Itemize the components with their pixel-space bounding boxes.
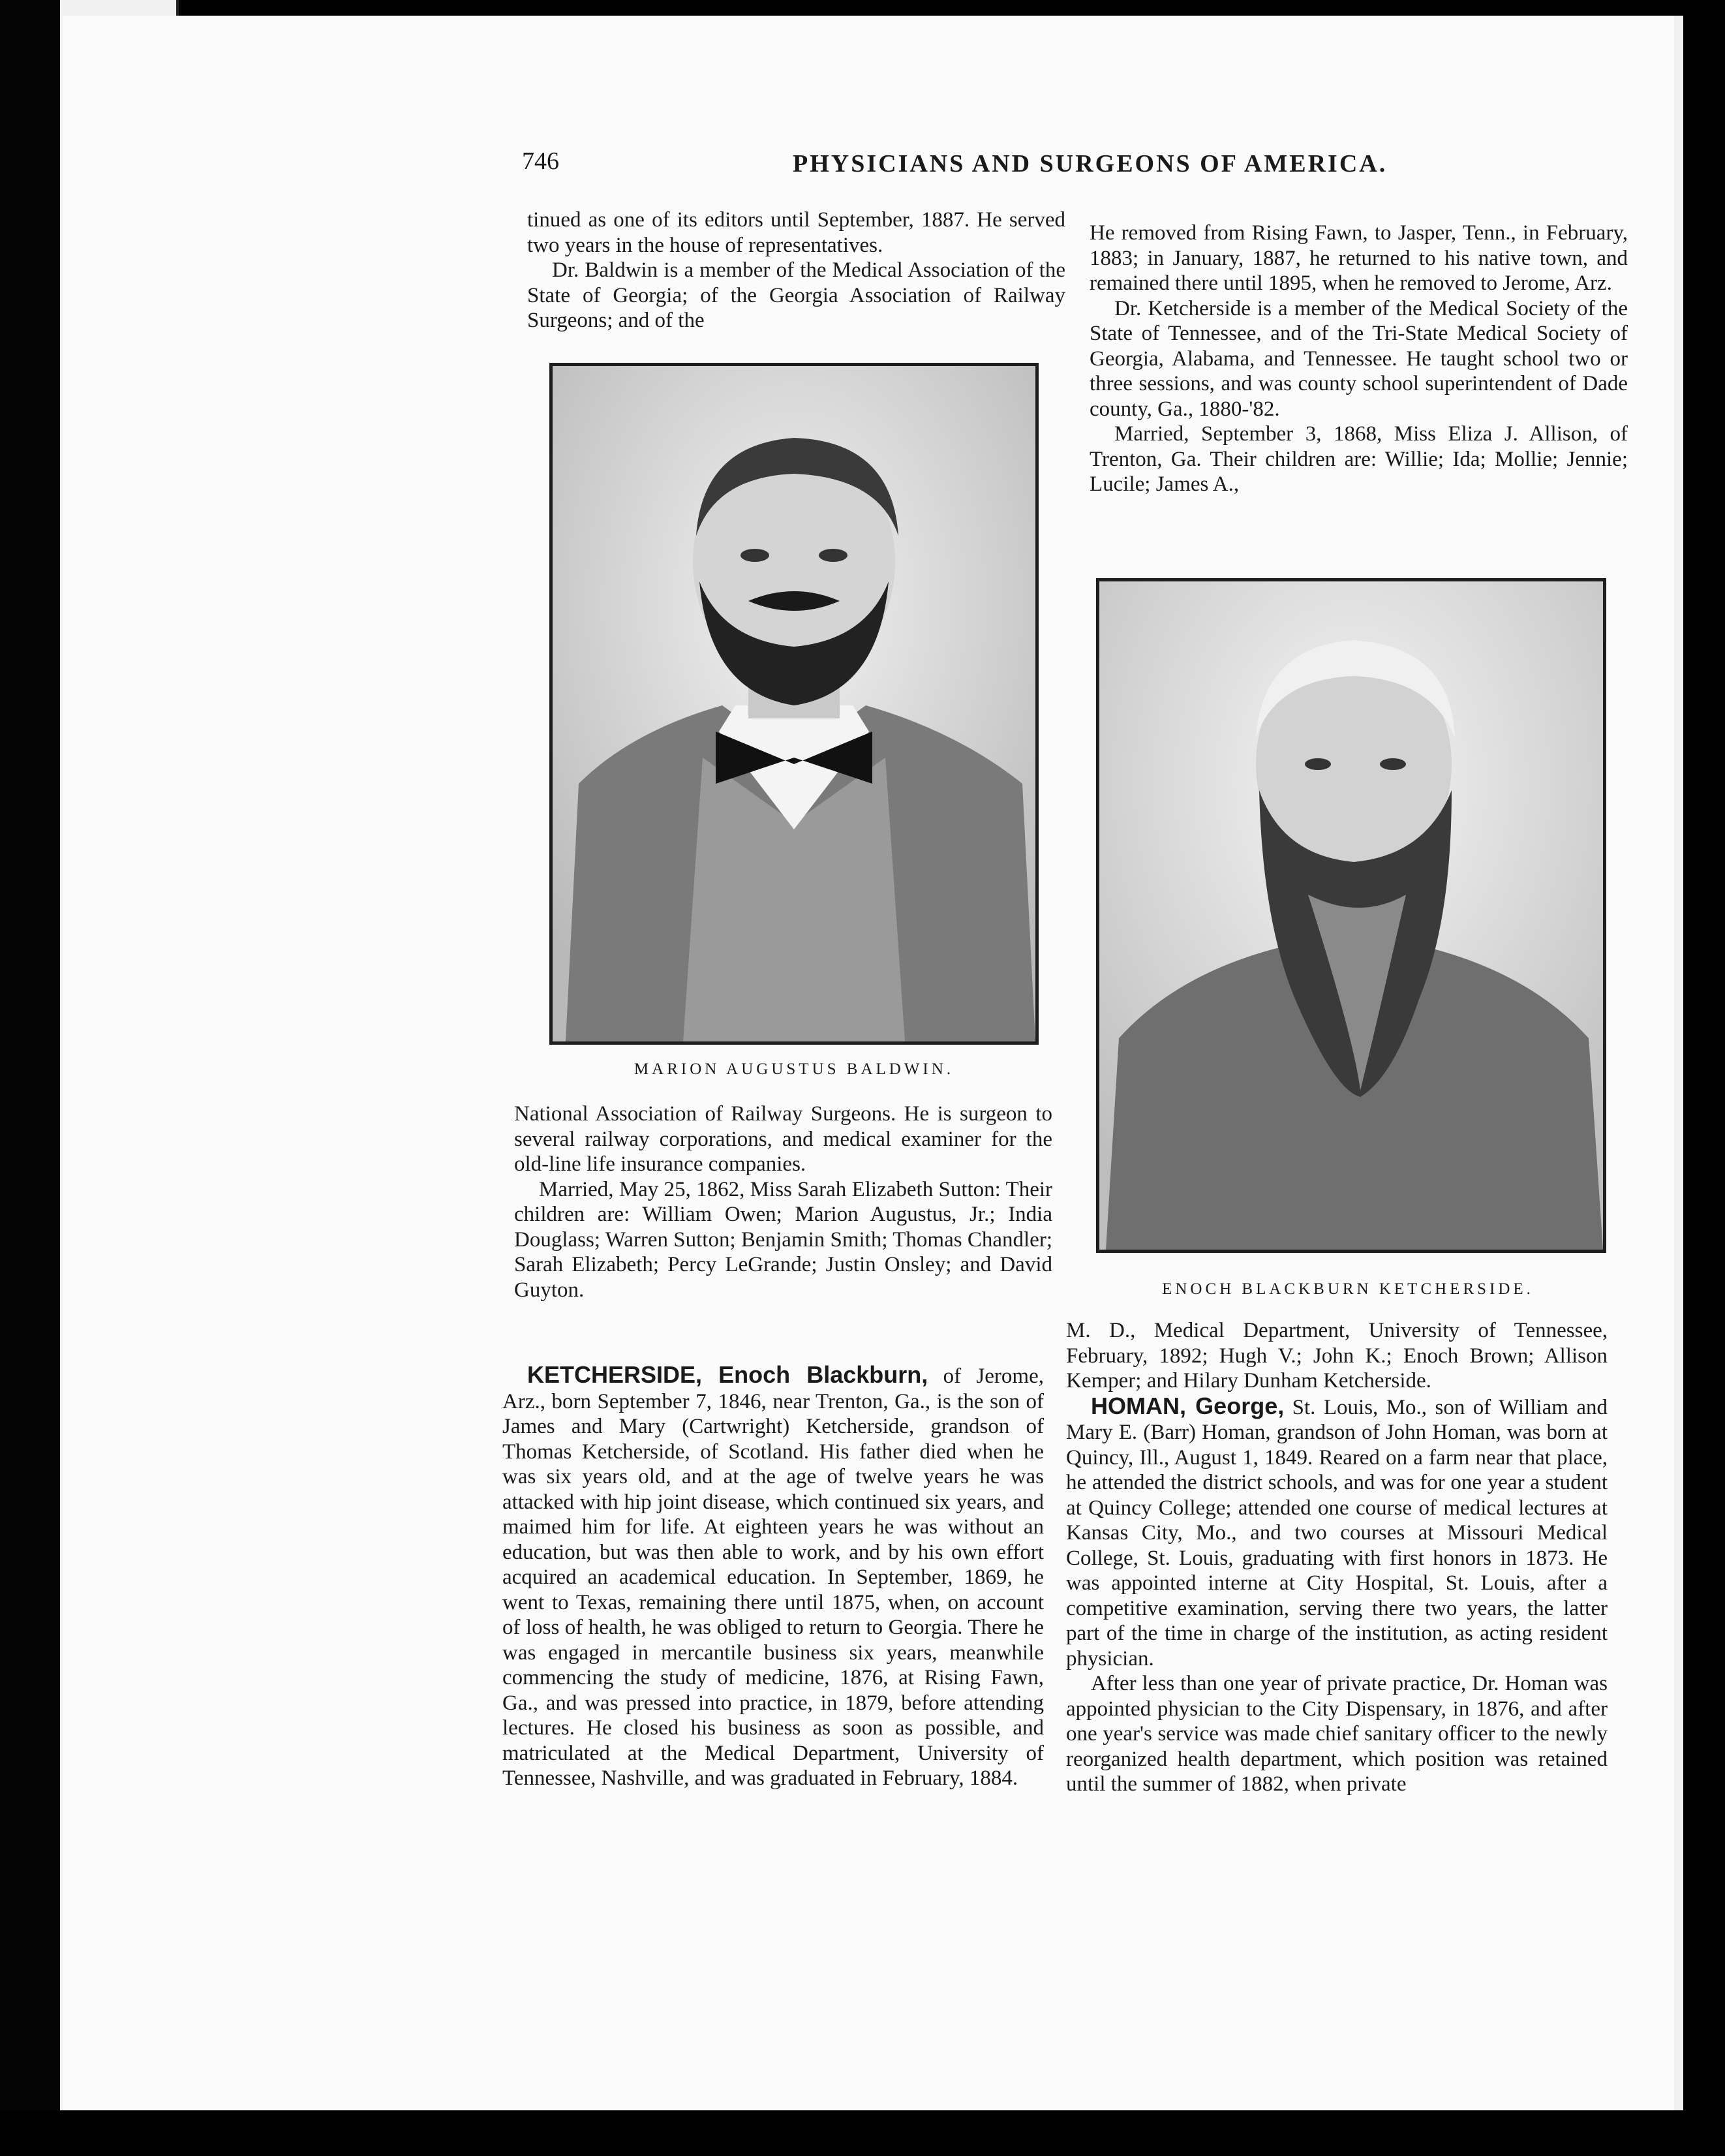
paragraph [502, 1363, 1044, 1791]
page-number: 746 [522, 147, 559, 175]
left-column-top-text [527, 208, 1065, 333]
paragraph: After less than one year of private practice, Dr. Homan was appointed physician to the City Dispensary, in 1876, and after one year's service was made chief sanitary officer to the newly reorganized health department, which position was retained until the summer of 1882, when private [1066, 1672, 1608, 1796]
entry-text-homan: St. Louis, Mo., son of William and Mary E. (Barr) Homan, grandson of John Homan, was born at Quincy, Ill., August 1, 1849. Reared on a farm near that place, he attended the district schools, and was for one year a student at Quincy College; attended one course of medical lectures at Kansas City, Mo., and two courses at Missouri Medical College, St. Louis, graduating with first honors in 1873. He was appointed interne at City Hospital, St. Louis, after a competitive examination, serving there two years, the latter part of the time in charge of the institution, as acting resident physician. [1066, 1395, 1608, 1671]
portrait-ketcherside-image [1099, 581, 1603, 1250]
paragraph: Married, September 3, 1868, Miss Eliza J. Allison, of Trenton, Ga. Their children are: Willie; Ida; Mollie; Jennie; Lucile; James A., [1090, 422, 1628, 496]
entry-name-homan: HOMAN, George, [1091, 1392, 1285, 1419]
paragraph: Dr. Baldwin is a member of the Medical Association of the State of Georgia; of the Georgia Association of Railway Surgeons; and of the [527, 258, 1065, 332]
entry-text-ketcherside: of Jerome, Arz., born September 7, 1846, near Trenton, Ga., is the son of James and Mary (Cartwright) Ketcherside, grandson of Thomas Ketcherside, of Scotland. His father died when he was six years old, and at the age of twelve years he was attacked with hip joint disease, which continued six years, and maimed him for life. At eighteen years he was without an education, but was then able to work, and by his own effort acquired an academical education. In September, 1869, he went to Texas, remaining there until 1875, when, on account of loss of health, he was obliged to return to Georgia. There he was engaged in mercantile business six years, meanwhile commencing the study of medicine, 1876, at Rising Fawn, Ga., and was pressed into practice, in 1879, before attending lectures. He closed his business as soon as possible, and matriculated at the Medical Department, University of Tennessee, Nashville, and was graduated in February, 1884. [502, 1364, 1044, 1790]
paragraph: Dr. Ketcherside is a member of the Medical Society of the State of Tennessee, and of the Tri-State Medical Society of Georgia, Alabama, and Tennessee. He taught school two or three sessions, and was county school superintendent of Dade county, Ga., 1880-'82. [1090, 296, 1628, 421]
portrait-baldwin [549, 363, 1039, 1045]
running-head: PHYSICIANS AND SURGEONS OF AMERICA. [793, 150, 1388, 177]
scan-bottom-edge [0, 2110, 1725, 2156]
paragraph: Married, May 25, 1862, Miss Sarah Elizabeth Sutton: Their children are: William Owen; Marion Augustus, Jr.; India Douglass; Warren Sutton; Benjamin Smith; Thomas Chandler; Sarah Elizabeth; Percy LeGrande; Justin Onsley; and David Guyton. [514, 1177, 1052, 1302]
portrait-baldwin-image [553, 366, 1035, 1041]
caption-baldwin: MARION AUGUSTUS BALDWIN. [634, 1060, 954, 1078]
right-column-bottom-text [1066, 1318, 1608, 1797]
page-header [522, 147, 1390, 186]
scan-left-edge [0, 0, 60, 2156]
portrait-ketcherside [1096, 578, 1606, 1253]
paragraph: National Association of Railway Surgeons. He is surgeon to several railway corporations, and medical examiner for the old-line life insurance companies. [514, 1102, 1052, 1176]
scan-right-edge [1683, 0, 1725, 2156]
right-column-top-text [1090, 221, 1628, 497]
entry-name-ketcherside: KETCHERSIDE, Enoch Blackburn, [527, 1361, 928, 1388]
paragraph: M. D., Medical Department, University of Tennessee, February, 1892; Hugh V.; John K.; Enoch Brown; Allison Kemper; and Hilary Dunham Ketcherside. [1066, 1319, 1608, 1393]
ketcherside-entry [502, 1363, 1044, 1791]
caption-ketcherside: ENOCH BLACKBURN KETCHERSIDE. [1162, 1280, 1534, 1298]
paragraph: tinued as one of its editors until September, 1887. He served two years in the house of representatives. [527, 208, 1065, 257]
paragraph: He removed from Rising Fawn, to Jasper, Tenn., in February, 1883; in January, 1887, he returned to his native town, and remained there until 1895, when he removed to Jerome, Arz. [1090, 221, 1628, 295]
left-column-mid-text [514, 1101, 1052, 1302]
paragraph [1066, 1394, 1608, 1672]
